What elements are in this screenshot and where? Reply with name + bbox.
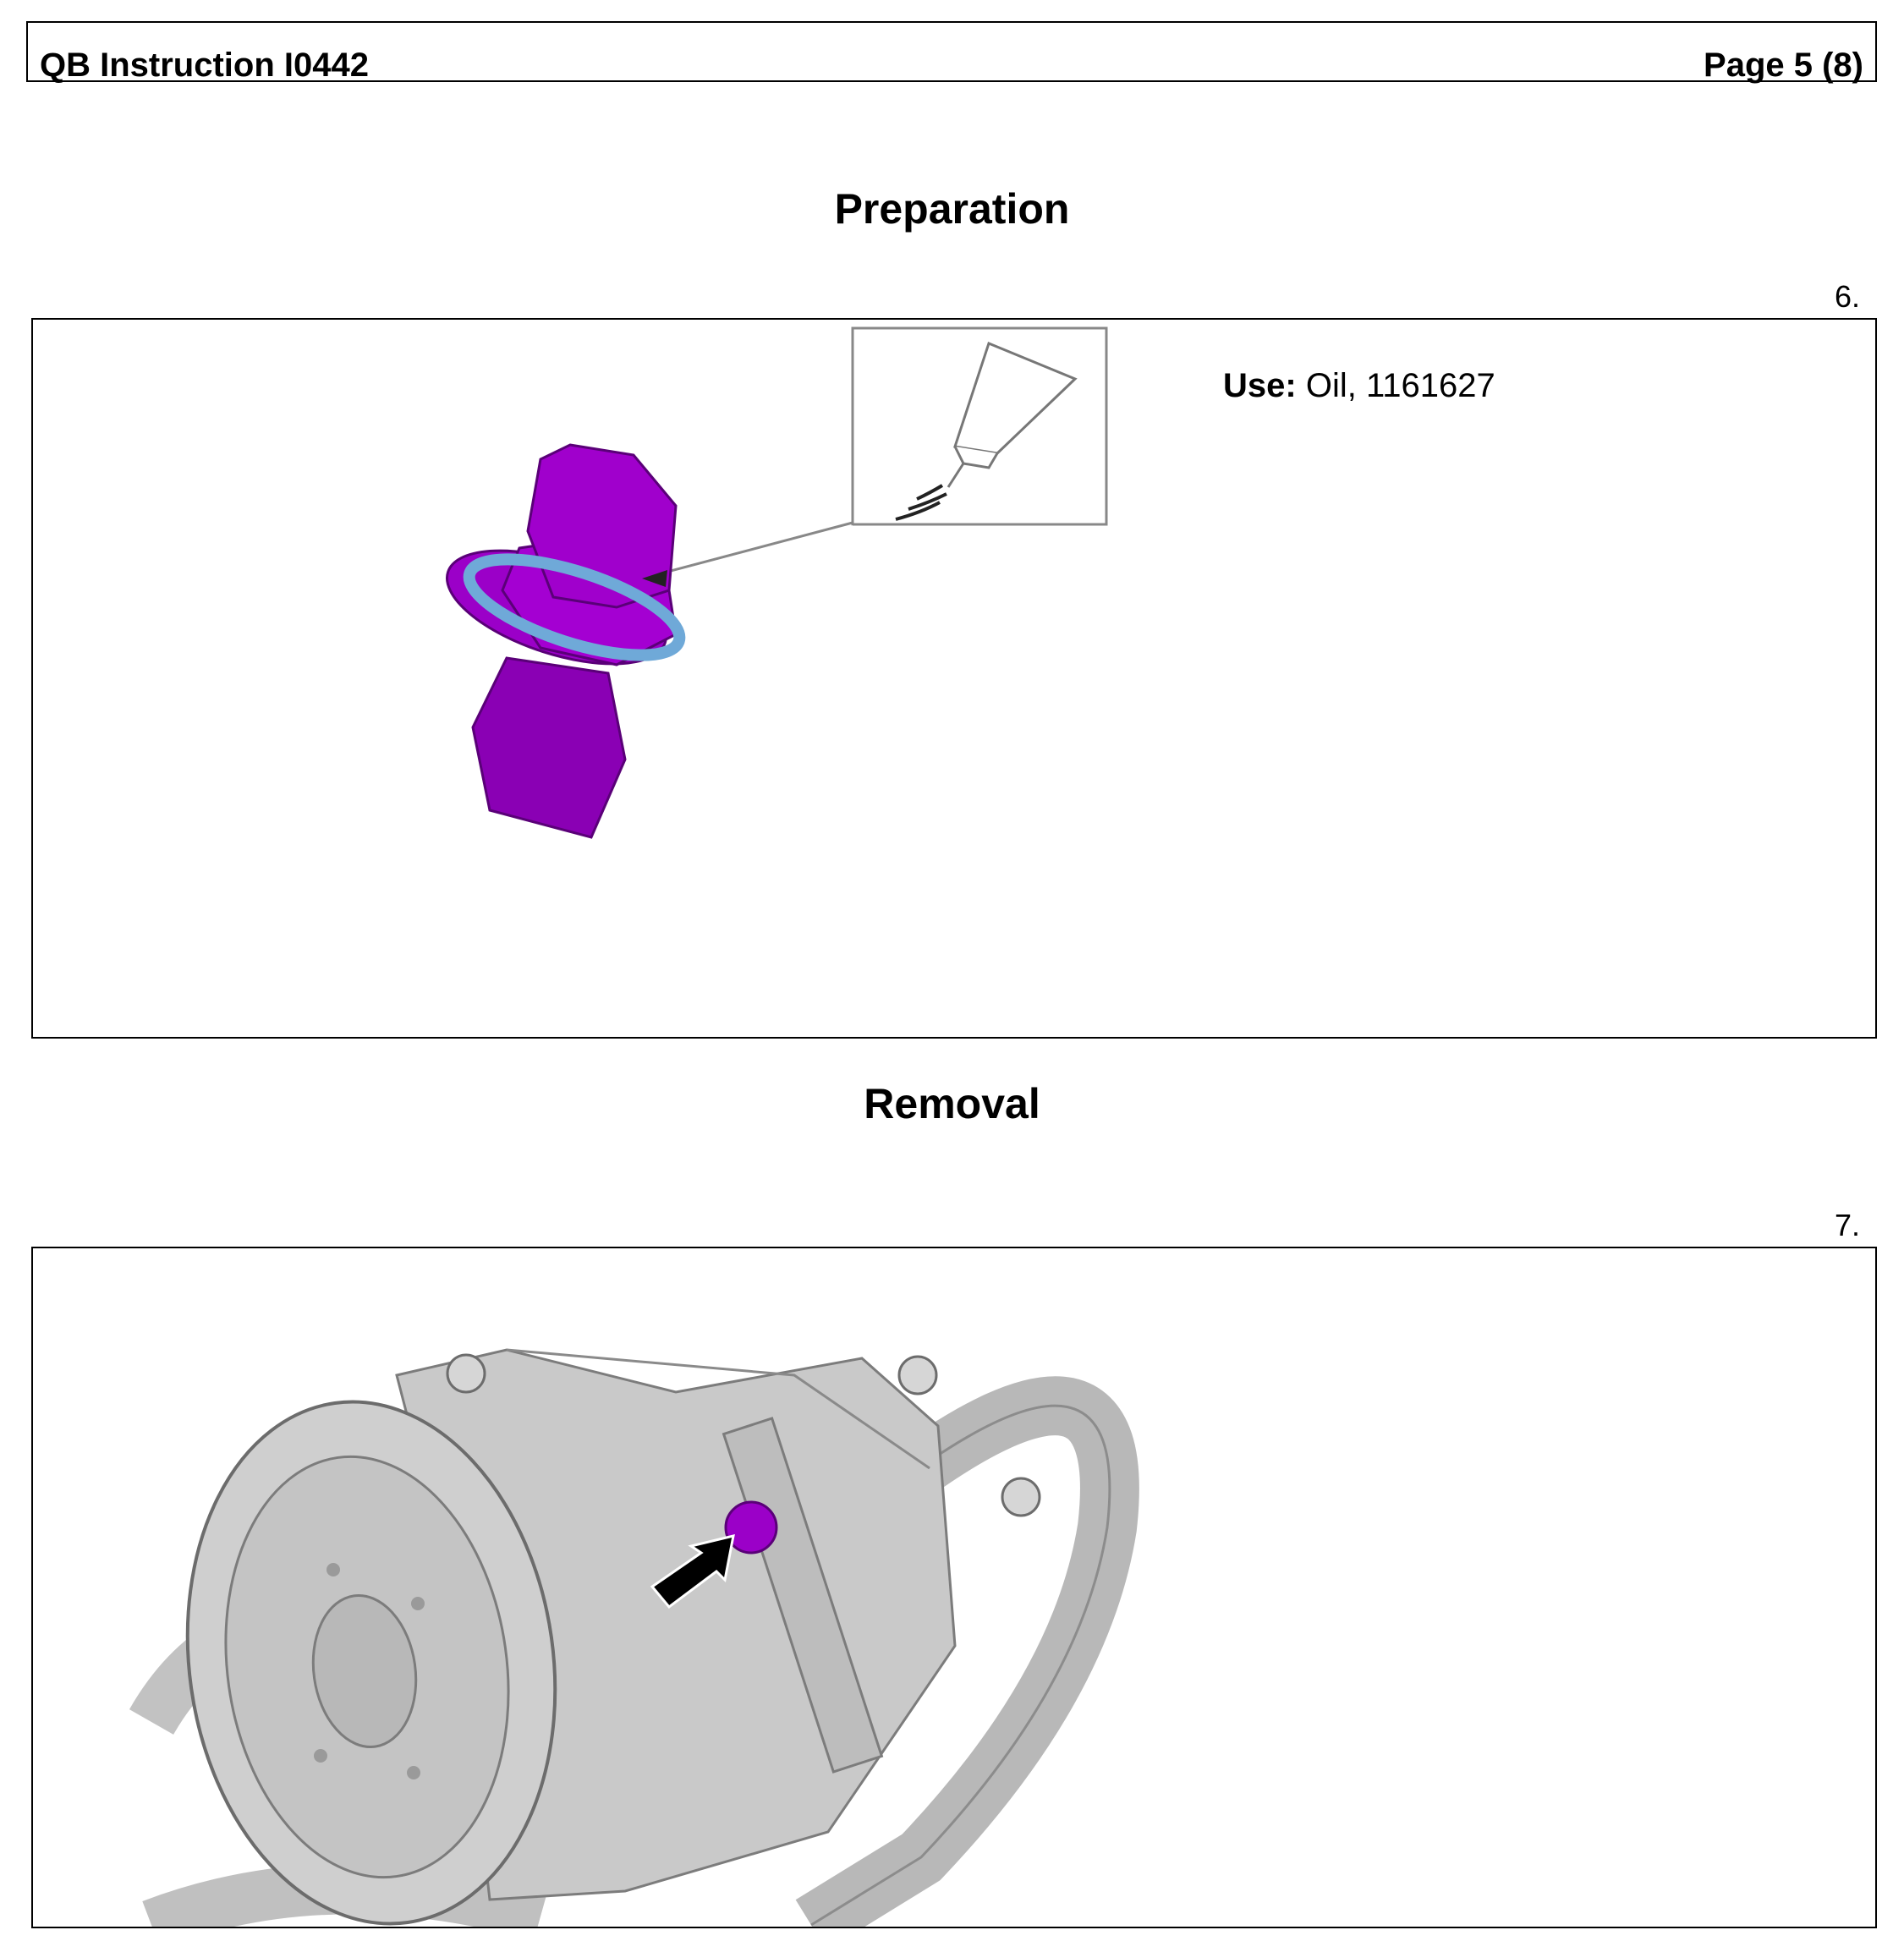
step-number-6: 6.	[1834, 279, 1860, 314]
compressor-illustration	[33, 1248, 1875, 1927]
step-panel-6	[31, 318, 1877, 1039]
use-instruction	[1223, 367, 1495, 405]
oil-plug-illustration	[33, 320, 1875, 1037]
oil-plug-highlight	[726, 1502, 776, 1553]
use-value: Oil, 1161627	[1305, 367, 1495, 404]
page-number: Page 5 (8)	[1704, 47, 1863, 84]
step-number-7: 7.	[1834, 1208, 1860, 1242]
oil-tube-icon	[853, 328, 1106, 524]
document-title: QB Instruction I0442	[40, 47, 369, 84]
document-header	[26, 21, 1877, 82]
ac-compressor-icon	[151, 1350, 1110, 1927]
use-label: Use:	[1223, 367, 1297, 404]
step-panel-7	[31, 1247, 1877, 1928]
oil-plug-icon	[434, 445, 690, 837]
section-title-removal: Removal	[864, 1080, 1040, 1127]
section-title-preparation: Preparation	[834, 185, 1070, 233]
